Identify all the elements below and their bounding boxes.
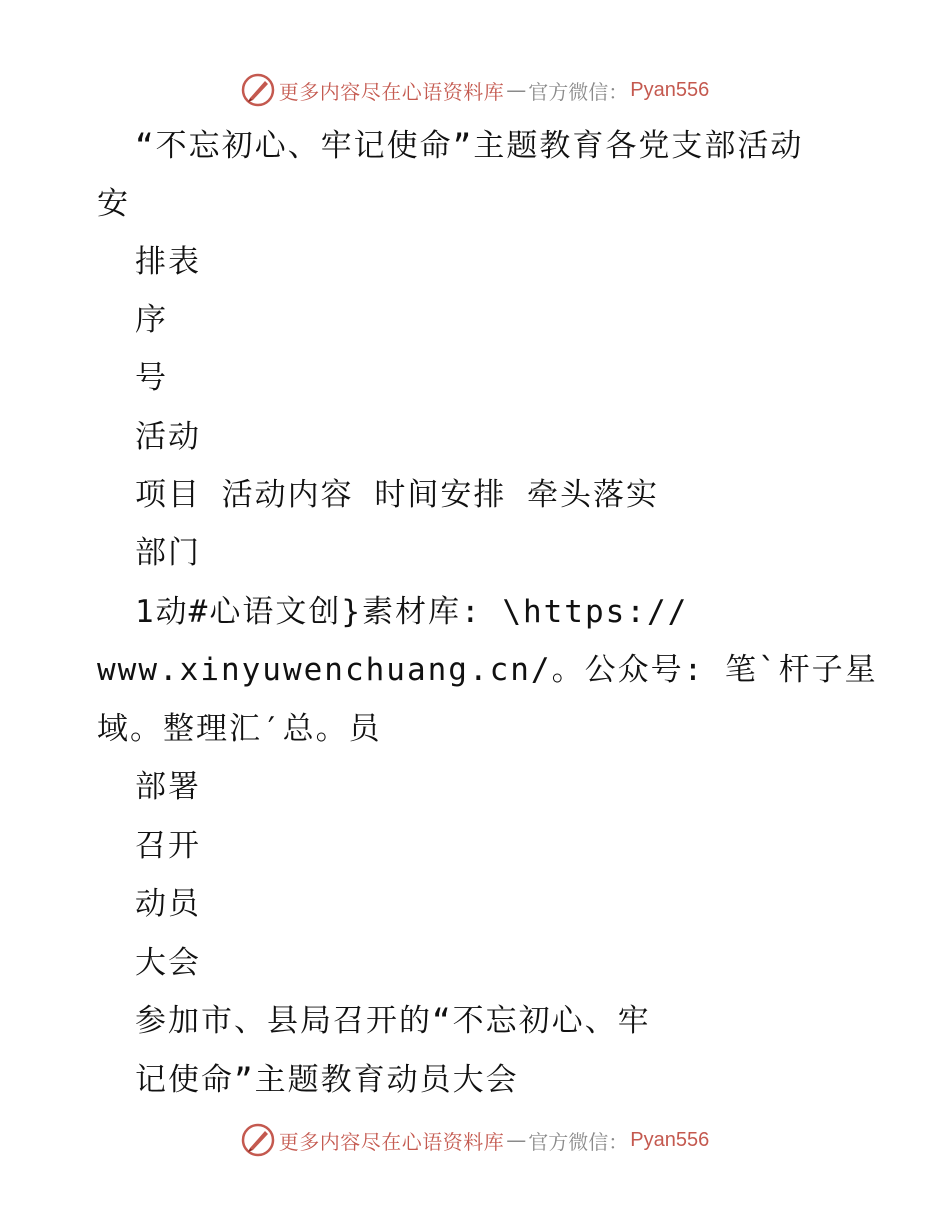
watermark-site-text: 更多内容尽在心语资料库 (278, 79, 505, 104)
watermark-separator: — (506, 1128, 527, 1152)
document-line: 排表 (135, 244, 201, 280)
document-line: 大会 (135, 945, 201, 981)
document-line: 域。整理汇′总。员 (97, 711, 382, 747)
header-watermark (0, 70, 950, 110)
watermark-handle: Pyan556 (630, 78, 710, 101)
table-header-line: 项目 活动内容 时间安排 牵头落实 (135, 477, 659, 513)
footer-watermark (0, 1120, 950, 1160)
document-title: “不忘初心、牢记使命”主题教育各党支部活动 (135, 128, 804, 164)
document-line: 部署 (135, 769, 201, 805)
document-line: 召开 (135, 828, 201, 864)
quill-pen-logo-icon (241, 1123, 275, 1157)
document-line: 序 (135, 302, 168, 338)
document-line: 1动#心语文创}素材库: \https:// (135, 594, 689, 630)
quill-pen-logo-icon (241, 73, 275, 107)
watermark-separator: — (506, 78, 527, 102)
document-line: www.xinyuwenchuang.cn/。公众号: 笔`杆子星 (97, 652, 878, 688)
document-line: 部门 (135, 535, 201, 571)
document-line: 动员 (135, 886, 201, 922)
watermark-label: 官方微信： (528, 1129, 629, 1154)
watermark-handle: Pyan556 (630, 1128, 710, 1151)
document-line: 号 (135, 360, 168, 396)
watermark-label: 官方微信： (528, 79, 629, 104)
document-line: 安 (97, 186, 130, 222)
document-line: 记使命”主题教育动员大会 (135, 1062, 519, 1098)
document-line: 参加市、县局召开的“不忘初心、牢 (135, 1003, 651, 1039)
document-line: 活动 (135, 419, 201, 455)
watermark-site-text: 更多内容尽在心语资料库 (278, 1129, 505, 1154)
